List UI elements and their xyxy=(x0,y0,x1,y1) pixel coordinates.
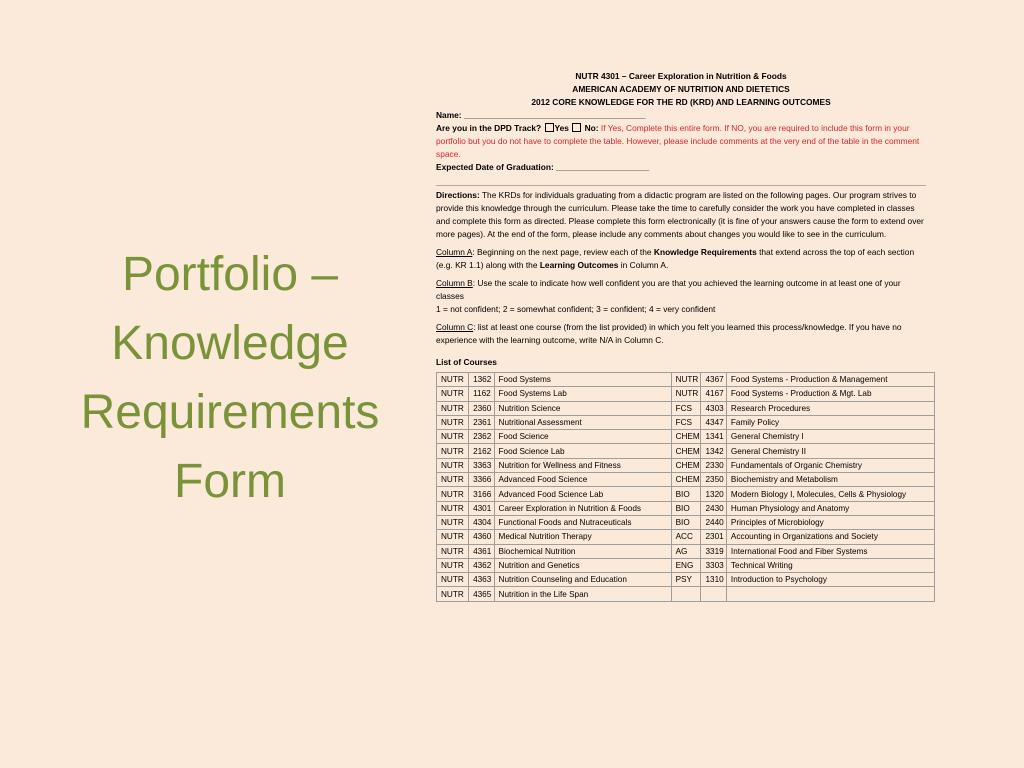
graduation-row xyxy=(436,161,926,174)
cell-dept-right: PSY xyxy=(671,573,701,587)
directions-paragraph xyxy=(436,189,926,241)
cell-dept-right: FCS xyxy=(671,401,701,415)
cell-course-name-left: Advanced Food Science xyxy=(494,473,671,487)
cell-number-right: 2330 xyxy=(701,458,726,472)
column-a-paragraph xyxy=(436,246,926,272)
cell-course-name-left: Nutrition Science xyxy=(494,401,671,415)
cell-dept-left: NUTR xyxy=(437,401,469,415)
cell-dept-right: CHEM xyxy=(671,473,701,487)
name-field[interactable]: _______________________________________ xyxy=(463,110,646,120)
cell-number-left: 2360 xyxy=(469,401,494,415)
table-row xyxy=(437,387,935,401)
cell-course-name-right: Family Policy xyxy=(726,415,934,429)
table-row xyxy=(437,487,935,501)
slide-title-line: Portfolio – xyxy=(121,248,339,301)
yes-label: Yes xyxy=(554,123,569,133)
cell-dept-left: NUTR xyxy=(437,573,469,587)
cell-number-left: 3366 xyxy=(469,473,494,487)
cell-course-name-right: Human Physiology and Anatomy xyxy=(726,501,934,515)
cell-number-right: 1342 xyxy=(701,444,726,458)
cell-course-name-right: Research Procedures xyxy=(726,401,934,415)
cell-dept-left: NUTR xyxy=(437,387,469,401)
cell-number-left: 4363 xyxy=(469,573,494,587)
course-table-body xyxy=(437,373,935,602)
cell-number-left: 2162 xyxy=(469,444,494,458)
cell-dept-right: BIO xyxy=(671,515,701,529)
cell-course-name-right: International Food and Fiber Systems xyxy=(726,544,934,558)
cell-course-name-right: Food Systems - Production & Mgt. Lab xyxy=(726,387,934,401)
cell-course-name-left: Nutrition and Genetics xyxy=(494,558,671,572)
cell-course-name-right: Biochemistry and Metabolism xyxy=(726,473,934,487)
table-row xyxy=(437,373,935,387)
column-b-label: Column B xyxy=(436,278,473,288)
cell-dept-right: ENG xyxy=(671,558,701,572)
cell-course-name-left: Nutrition Counseling and Education xyxy=(494,573,671,587)
cell-number-left: 4361 xyxy=(469,544,494,558)
directions-text: The KRDs for individuals graduating from a didactic program are listed on the following pages. Our program strives to provide this knowledge through the curriculum. Please take the time to carefully consider the work you have completed in classes and complete this form as directed. Please complete this form electronically (it is fine of your answers cause the form to extend over more pages). At the end of the form, please include any comments about changes you would like to see in the curriculum. xyxy=(436,190,924,239)
cell-dept-right: CHEM xyxy=(671,430,701,444)
cell-dept-left: NUTR xyxy=(437,415,469,429)
cell-number-right: 1310 xyxy=(701,573,726,587)
dpd-question: Are you in the DPD Track? xyxy=(436,123,542,133)
cell-course-name-left: Advanced Food Science Lab xyxy=(494,487,671,501)
cell-dept-left: NUTR xyxy=(437,501,469,515)
cell-dept-left: NUTR xyxy=(437,487,469,501)
cell-number-right: 2430 xyxy=(701,501,726,515)
cell-number-left: 4360 xyxy=(469,530,494,544)
cell-course-name-left: Career Exploration in Nutrition & Foods xyxy=(494,501,671,515)
cell-course-name-right: Technical Writing xyxy=(726,558,934,572)
cell-course-name-right: Introduction to Psychology xyxy=(726,573,934,587)
slide-title-line: Requirements xyxy=(80,386,380,439)
graduation-field[interactable]: ____________________ xyxy=(556,162,650,172)
cell-number-left: 3166 xyxy=(469,487,494,501)
cell-dept-left: NUTR xyxy=(437,444,469,458)
table-row xyxy=(437,444,935,458)
cell-dept-left: NUTR xyxy=(437,515,469,529)
cell-course-name-right: Modern Biology I, Molecules, Cells & Physiology xyxy=(726,487,934,501)
cell-course-name-left: Nutrition for Wellness and Fitness xyxy=(494,458,671,472)
cell-course-name-left: Food Systems xyxy=(494,373,671,387)
course-list-heading: List of Courses xyxy=(436,357,497,367)
cell-dept-right: BIO xyxy=(671,487,701,501)
cell-dept-left: NUTR xyxy=(437,530,469,544)
doc-header-org: AMERICAN ACADEMY OF NUTRITION AND DIETETICS xyxy=(572,84,790,94)
column-a-text: that extend across the top of each section (e.g. KR 1.1) along with the xyxy=(436,247,915,270)
table-row xyxy=(437,587,935,601)
cell-course-name-left: Food Science Lab xyxy=(494,444,671,458)
cell-dept-left: NUTR xyxy=(437,430,469,444)
yes-checkbox[interactable] xyxy=(545,123,554,132)
cell-number-right: 4367 xyxy=(701,373,726,387)
cell-number-left: 1362 xyxy=(469,373,494,387)
doc-header-krd: 2012 CORE KNOWLEDGE FOR THE RD (KRD) AND LEARNING OUTCOMES xyxy=(531,97,831,107)
cell-course-name-left: Functional Foods and Nutraceuticals xyxy=(494,515,671,529)
graduation-label: Expected Date of Graduation: xyxy=(436,162,554,172)
cell-number-right: 2350 xyxy=(701,473,726,487)
column-a-text: in Column A. xyxy=(618,260,669,270)
cell-course-name-right xyxy=(726,587,934,601)
cell-dept-right: FCS xyxy=(671,415,701,429)
dpd-instructions: If Yes, Complete this entire form. If NO, you are required to include this form in your portfolio but you do not have to complete the table. However, please include comments at the very end of the table in the comment space. xyxy=(436,123,920,159)
doc-header-course: NUTR 4301 – Career Exploration in Nutrition & Foods xyxy=(575,71,787,81)
cell-dept-left: NUTR xyxy=(437,587,469,601)
table-row xyxy=(437,415,935,429)
learning-outcomes-term: Learning Outcomes xyxy=(539,260,619,270)
cell-dept-right: CHEM xyxy=(671,444,701,458)
table-row xyxy=(437,401,935,415)
course-table xyxy=(436,372,935,602)
cell-course-name-right: Food Systems - Production & Management xyxy=(726,373,934,387)
dpd-row xyxy=(436,122,926,161)
cell-number-right: 3319 xyxy=(701,544,726,558)
column-a-text: : Beginning on the next page, review each of the xyxy=(472,247,654,257)
cell-number-right xyxy=(701,587,726,601)
cell-course-name-left: Nutrition in the Life Span xyxy=(494,587,671,601)
section-divider xyxy=(436,185,926,186)
form-document xyxy=(436,70,926,602)
cell-number-right: 2440 xyxy=(701,515,726,529)
cell-dept-right: CHEM xyxy=(671,458,701,472)
table-row xyxy=(437,473,935,487)
cell-number-right: 2301 xyxy=(701,530,726,544)
cell-course-name-left: Nutritional Assessment xyxy=(494,415,671,429)
cell-dept-left: NUTR xyxy=(437,558,469,572)
cell-dept-right: AG xyxy=(671,544,701,558)
cell-dept-left: NUTR xyxy=(437,458,469,472)
table-row xyxy=(437,573,935,587)
table-row xyxy=(437,544,935,558)
cell-dept-right: ACC xyxy=(671,530,701,544)
cell-dept-right xyxy=(671,587,701,601)
slide-title-line: Form xyxy=(174,455,286,508)
cell-course-name-left: Biochemical Nutrition xyxy=(494,544,671,558)
cell-dept-left: NUTR xyxy=(437,473,469,487)
cell-dept-right: NUTR xyxy=(671,387,701,401)
column-b-paragraph xyxy=(436,277,926,316)
column-c-paragraph xyxy=(436,321,926,347)
table-row xyxy=(437,430,935,444)
no-label: No: xyxy=(584,123,599,133)
cell-number-left: 4365 xyxy=(469,587,494,601)
cell-number-left: 1162 xyxy=(469,387,494,401)
cell-course-name-left: Food Science xyxy=(494,430,671,444)
column-c-text: : list at least one course (from the list provided) in which you felt you learned this process/knowledge. If you have no experience with the learning outcome, write N/A in Column C. xyxy=(436,322,902,345)
cell-number-left: 2362 xyxy=(469,430,494,444)
cell-dept-left: NUTR xyxy=(437,373,469,387)
column-a-label: Column A xyxy=(436,247,473,257)
cell-number-left: 3363 xyxy=(469,458,494,472)
slide-title xyxy=(40,240,420,516)
table-row xyxy=(437,501,935,515)
cell-number-left: 4301 xyxy=(469,501,494,515)
name-row xyxy=(436,109,926,122)
name-label: Name: xyxy=(436,110,462,120)
no-checkbox[interactable] xyxy=(572,123,581,132)
cell-course-name-left: Food Systems Lab xyxy=(494,387,671,401)
column-b-text: : Use the scale to indicate how well confident you are that you achieved the learning outcome in at least one of your classes xyxy=(436,278,901,301)
cell-course-name-right: General Chemistry II xyxy=(726,444,934,458)
cell-number-right: 1341 xyxy=(701,430,726,444)
table-row xyxy=(437,530,935,544)
cell-number-left: 4304 xyxy=(469,515,494,529)
cell-number-right: 4347 xyxy=(701,415,726,429)
confidence-scale: 1 = not confident; 2 = somewhat confident; 3 = confident; 4 = very confident xyxy=(436,304,716,314)
cell-number-right: 1320 xyxy=(701,487,726,501)
column-c-label: Column C xyxy=(436,322,474,332)
cell-number-right: 4167 xyxy=(701,387,726,401)
cell-number-right: 4303 xyxy=(701,401,726,415)
cell-number-left: 2361 xyxy=(469,415,494,429)
cell-course-name-right: Accounting in Organizations and Society xyxy=(726,530,934,544)
cell-number-right: 3303 xyxy=(701,558,726,572)
knowledge-requirements-term: Knowledge Requirements xyxy=(653,247,757,257)
cell-dept-right: BIO xyxy=(671,501,701,515)
table-row xyxy=(437,515,935,529)
slide-title-line: Knowledge xyxy=(111,317,349,370)
cell-dept-right: NUTR xyxy=(671,373,701,387)
cell-number-left: 4362 xyxy=(469,558,494,572)
cell-course-name-right: Principles of Microbiology xyxy=(726,515,934,529)
directions-label: Directions: xyxy=(436,190,480,200)
cell-dept-left: NUTR xyxy=(437,544,469,558)
cell-course-name-left: Medical Nutrition Therapy xyxy=(494,530,671,544)
table-row xyxy=(437,458,935,472)
doc-header xyxy=(436,70,926,109)
cell-course-name-right: Fundamentals of Organic Chemistry xyxy=(726,458,934,472)
cell-course-name-right: General Chemistry I xyxy=(726,430,934,444)
table-row xyxy=(437,558,935,572)
